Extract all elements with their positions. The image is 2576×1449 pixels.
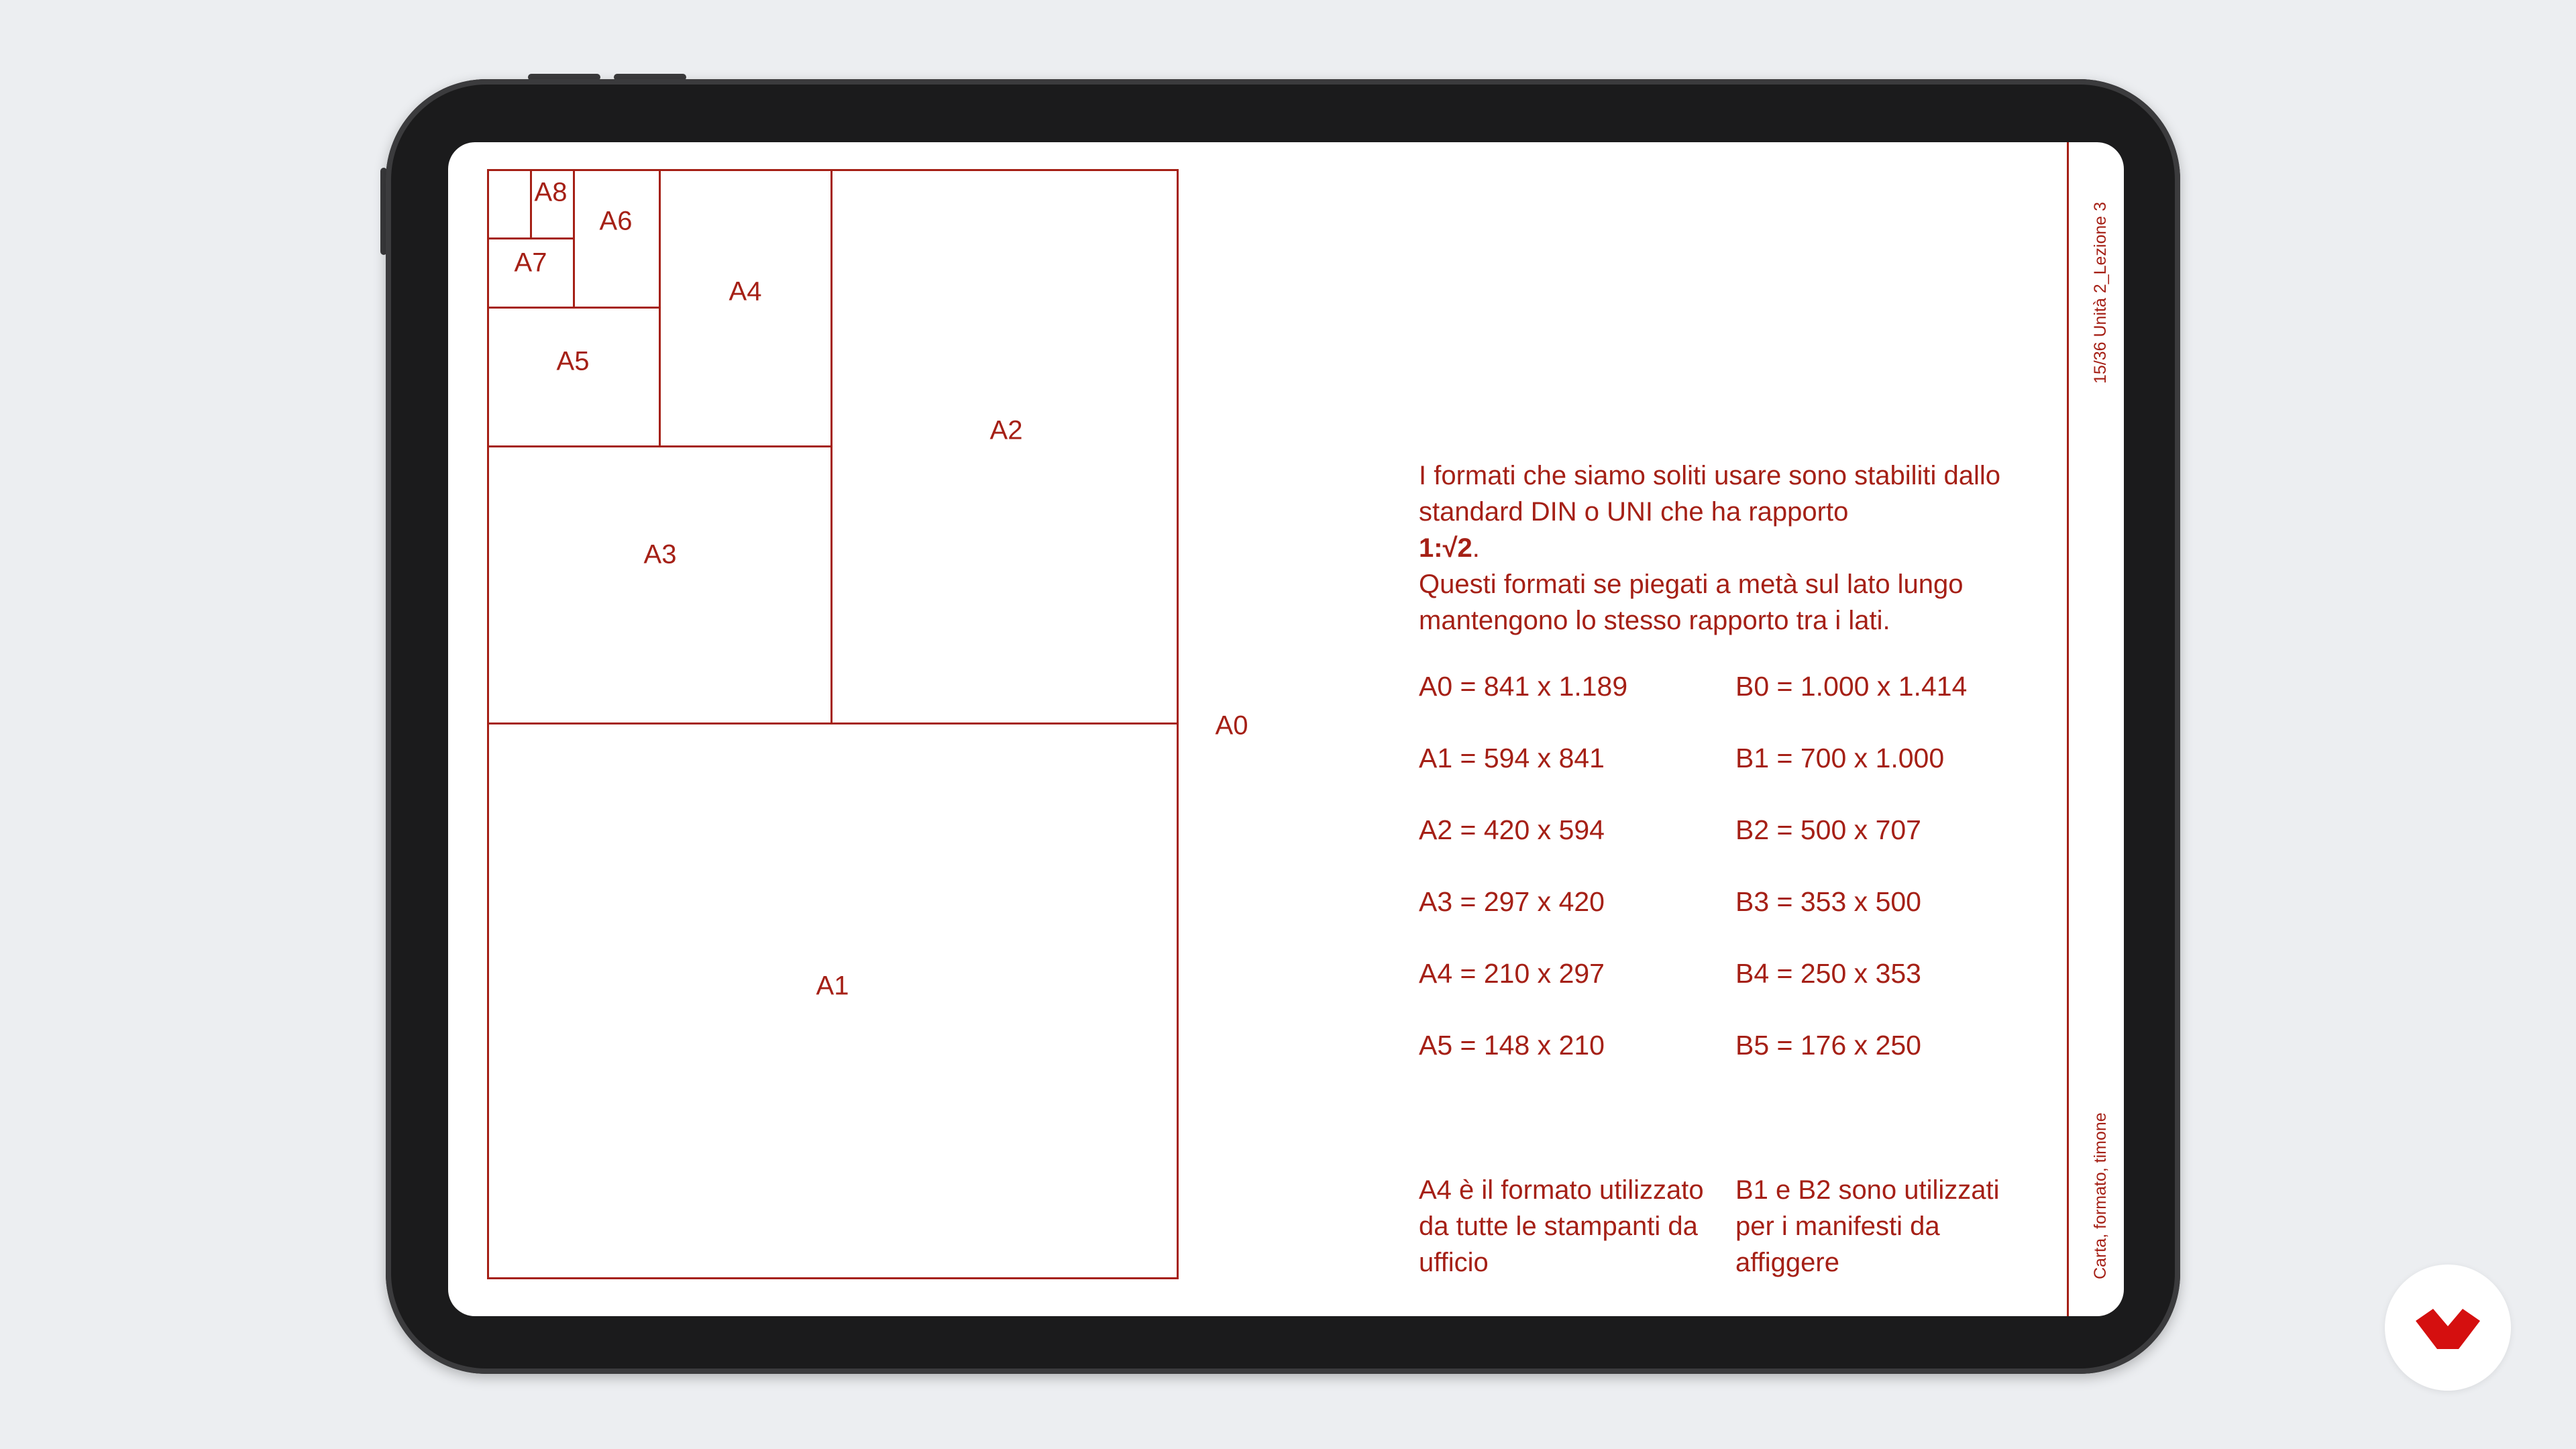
a-format-size: A2 = 420 x 594 [1419,814,1605,845]
format-row-5 [1419,1030,1921,1061]
intro-paragraph-1 [1419,458,2063,566]
format-a6-label: A6 [599,206,633,236]
format-row-2 [1419,814,1921,846]
format-row-0 [1419,671,1968,702]
format-row-4 [1419,958,1921,989]
a-format-size: A1 = 594 x 841 [1419,743,1605,773]
note-b1-b2: B1 e B2 sono utilizzati per i manifesti da affiggere [1735,1175,2000,1277]
paper-format-diagram [448,142,2124,1316]
format-a7-label: A7 [514,248,547,278]
format-row-3 [1419,886,1921,918]
side-divider [2067,142,2069,1316]
b-format-size: B0 = 1.000 x 1.414 [1735,671,1968,702]
a-format-size: A5 = 148 x 210 [1419,1030,1605,1061]
format-a0-label: A0 [1215,710,1248,741]
ratio-value: 1:√2 [1419,533,1472,563]
b-format-size: B1 = 700 x 1.000 [1735,743,1945,773]
page-lesson-indicator: 15/36 Unità 2_Lezione 3 [2091,201,2110,384]
note-a4: A4 è il formato utilizzato da tutte le stampanti da ufficio [1419,1175,1704,1277]
format-a3-label: A3 [643,539,677,570]
format-a4-rect [659,169,833,447]
intro-text [1419,458,2063,639]
intro-line-1: I formati che siamo soliti usare sono stabiliti dallo standard DIN o UNI che ha rapporto [1419,461,2001,527]
b-format-size: B5 = 176 x 250 [1735,1030,1921,1061]
format-a5-rect [487,307,661,447]
tablet-screen [448,142,2124,1316]
format-a1-label: A1 [816,971,849,1001]
format-a3-rect [487,445,833,724]
brand-logo-icon [2385,1265,2511,1391]
a-format-size: A0 = 841 x 1.189 [1419,671,1628,702]
format-a6-rect [573,169,661,309]
a-format-size: A3 = 297 x 420 [1419,886,1605,917]
brand-badge[interactable] [2385,1265,2511,1391]
chapter-title: Carta, formato, timone [2091,1112,2110,1279]
intro-paragraph-2: Questi formati se piegati a metà sul lato lungo mantengono lo stesso rapporto tra i lati. [1419,570,1964,635]
b-format-size: B3 = 353 x 500 [1735,886,1921,917]
a-format-size: A4 = 210 x 297 [1419,958,1605,989]
format-a2-rect [830,169,1179,724]
b-format-size: B2 = 500 x 707 [1735,814,1921,845]
format-a8-label: A8 [534,177,568,207]
b-format-size: B4 = 250 x 353 [1735,958,1921,989]
format-a4-label: A4 [729,276,762,307]
format-row-1 [1419,743,1945,774]
intro-period: . [1472,533,1480,563]
format-a5-label: A5 [556,346,590,376]
format-a2-label: A2 [989,415,1023,445]
